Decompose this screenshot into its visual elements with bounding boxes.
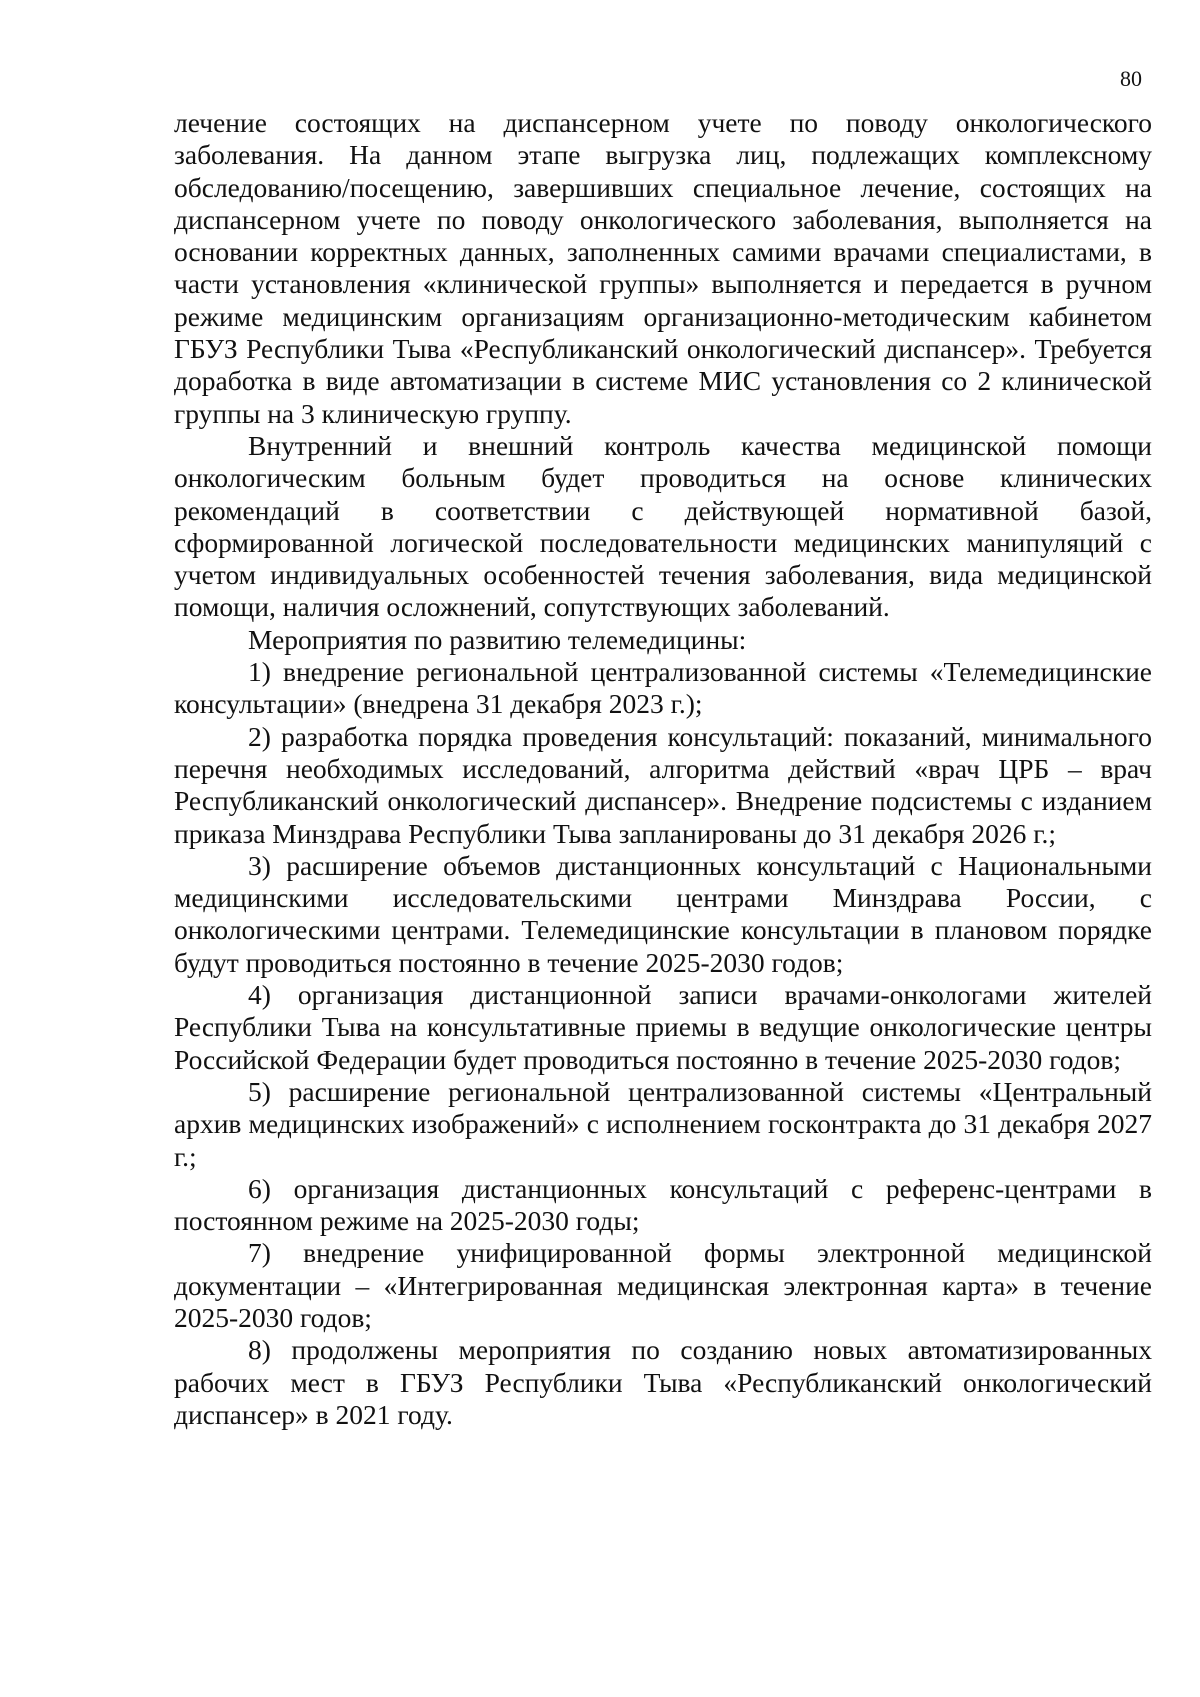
paragraph-quality-control: Внутренний и внешний контроль качества медицинской помощи онкологическим больным будет проводиться на основе клинических рекомендаций в соответствии с действующей нормативной базой, сформированной логической последовательности медицинских манипуляций с учетом индивидуальных особенностей течения заболевания, вида медицинской помощи, наличия осложнений, сопутствующих заболеваний. (174, 429, 1152, 623)
telemedicine-item-7: 7) внедрение унифицированной формы электронной медицинской документации – «Интегрированная медицинская электронная карта» в течение 2025-2030 годов; (174, 1237, 1152, 1333)
document-body (174, 107, 1152, 1431)
telemedicine-item-5: 5) расширение региональной централизованной системы «Центральный архив медицинских изображений» с исполнением госконтракта до 31 декабря 2027 г.; (174, 1075, 1152, 1172)
telemedicine-item-3: 3) расширение объемов дистанционных консультаций с Национальными медицинскими исследовательскими центрами Минздрава России, с онкологическими центрами. Телемедицинские консультации в плановом порядке будут проводиться постоянно в течение 2025-2030 годов; (174, 849, 1152, 978)
telemedicine-item-8: 8) продолжены мероприятия по созданию новых автоматизированных рабочих мест в ГБУЗ Республики Тыва «Республиканский онкологический диспансер» в 2021 году. (174, 1334, 1152, 1430)
page-number: 80 (1120, 66, 1142, 91)
paragraph-continuation: лечение состоящих на диспансерном учете по поводу онкологического заболевания. На данном этапе выгрузка лиц, подлежащих комплексному обследованию/посещению, завершивших специальное лечение, состоящих на диспансерном учете по поводу онкологического заболевания, выполняется на основании корректных данных, заполненных самими врачами специалистами, в части установления «клинической группы» выполняется и передается в ручном режиме медицинским организациям организационно-методическим кабинетом ГБУЗ Республики Тыва «Республиканский онкологический диспансер». Требуется доработка в виде автоматизации в системе МИС установления со 2 клинической группы на 3 клиническую группу. (174, 107, 1152, 429)
telemedicine-item-2: 2) разработка порядка проведения консультаций: показаний, минимального перечня необходимых исследований, алгоритма действий «врач ЦРБ – врач Республиканский онкологический диспансер». Внедрение подсистемы с изданием приказа Минздрава Республики Тыва запланированы до 31 декабря 2026 г.; (174, 720, 1152, 849)
telemedicine-item-6: 6) организация дистанционных консультаций с референс-центрами в постоянном режиме на 2025-2030 годы; (174, 1172, 1152, 1237)
telemedicine-item-1: 1) внедрение региональной централизованной системы «Телемедицинские консультации» (внедрена 31 декабря 2023 г.); (174, 656, 1152, 720)
telemedicine-heading: Мероприятия по развитию телемедицины: (248, 623, 747, 655)
telemedicine-item-4: 4) организация дистанционной записи врачами-онкологами жителей Республики Тыва на консультативные приемы в ведущие онкологические центры Российской Федерации будет проводиться постоянно в течение 2025-2030 годов; (174, 979, 1152, 1075)
